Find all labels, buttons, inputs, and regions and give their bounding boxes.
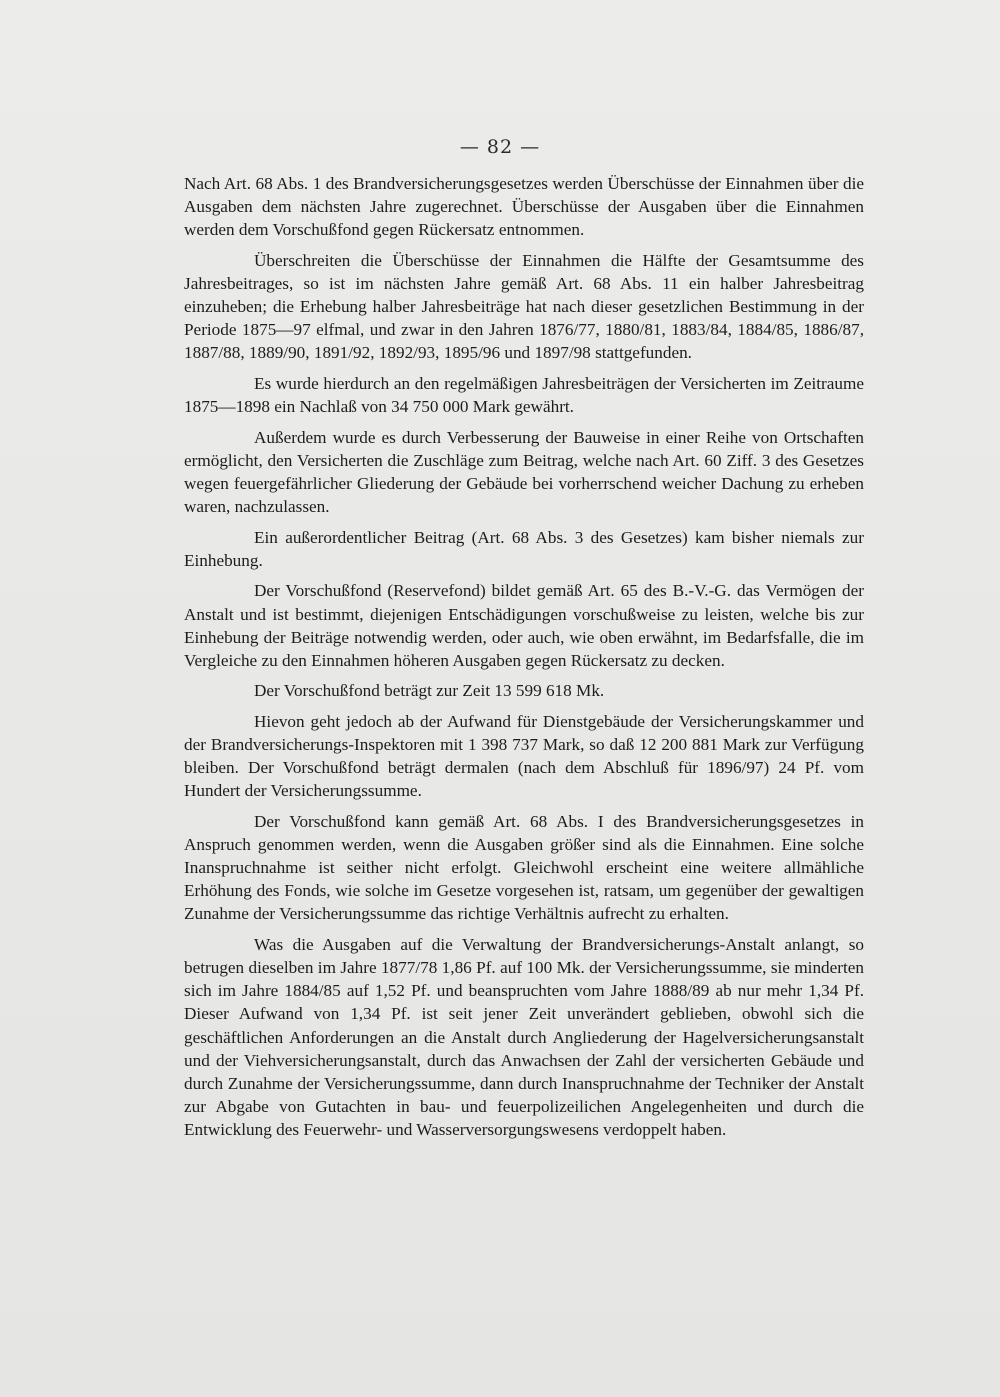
body-text <box>184 172 864 1149</box>
paragraph-7: Der Vorschußfond beträgt zur Zeit 13 599 618 Mk. <box>254 681 605 701</box>
paragraph-3: Es wurde hierdurch an den regelmäßigen Jahresbeiträgen der Versicherten im Zeitraume 1875—1898 ein Nachlaß von 34 750 000 Mark gewährt. <box>184 373 864 417</box>
paragraph-2: Überschreiten die Überschüsse der Einnahmen die Hälfte der Gesamtsumme des Jahresbeitrages, so ist im nächsten Jahre gemäß Art. 68 Abs. 11 ein halber Jahresbeitrag einzuheben; die Erhebung halber Jahresbeiträge hat nach dieser gesetzlichen Bestimmung in der Periode 1875—97 elfmal, und zwar in den Jahren 1876/77, 1880/81, 1883/84, 1884/85, 1886/87, 1887/88, 1889/90, 1891/92, 1892/93, 1895/96 und 1897/98 stattgefunden. <box>184 250 864 363</box>
paragraph-4: Außerdem wurde es durch Verbesserung der Bauweise in einer Reihe von Ortschaften ermöglicht, den Versicherten die Zuschläge zum Beitrag, welche nach Art. 60 Ziff. 3 des Gesetzes wegen feuergefährlicher Gliederung der Gebäude bei vorherrschend weicher Dachung zu erheben waren, nachzulassen. <box>184 427 864 516</box>
paragraph-6: Der Vorschußfond (Reservefond) bildet gemäß Art. 65 des B.-V.-G. das Vermögen der Anstalt und ist bestimmt, diejenigen Entschädigungen vorschußweise zu leisten, welche bis zur Einhebung der Beiträge notwendig werden, oder auch, wie oben erwähnt, im Bedarfsfalle, die im Vergleiche zu den Einnahmen höheren Ausgaben gegen Rückersatz zu decken. <box>184 581 864 670</box>
paragraph-1: Nach Art. 68 Abs. 1 des Brandversicherungsgesetzes werden Überschüsse der Einnahmen über die Ausgaben dem nächsten Jahre zugerechnet. Überschüsse der Ausgaben über die Einnahmen werden dem Vorschußfond gegen Rückersatz entnommen. <box>184 174 864 240</box>
paragraph-5: Ein außerordentlicher Beitrag (Art. 68 Abs. 3 des Gesetzes) kam bisher niemals zur Einhebung. <box>184 527 864 570</box>
paragraph-10: Was die Ausgaben auf die Verwaltung der Brandversicherungs-Anstalt anlangt, so betrugen dieselben im Jahre 1877/78 1,86 Pf. auf 100 Mk. der Versicherungssumme, sie minderten sich im Jahre 1884/85 auf 1,52 Pf. und beanspruchten vom Jahre 1888/89 ab nur mehr 1,34 Pf. Dieser Aufwand von 1,34 Pf. ist seit jener Zeit unverändert geblieben, obwohl sich die geschäftlichen Anforderungen an die Anstalt durch Angliederung der Hagelversicherungsanstalt und der Viehversicherungsanstalt, durch das Anwachsen der Zahl der versicherten Gebäude und durch Zunahme der Versicherungssumme, dann durch Inanspruchnahme der Techniker der Anstalt zur Abgabe von Gutachten in bau- und feuerpolizeilichen Angelegenheiten und durch die Entwicklung des Feuerwehr- und Wasserversorgungswesens verdoppelt haben. <box>184 935 864 1139</box>
paragraph-8: Hievon geht jedoch ab der Aufwand für Dienstgebäude der Versicherungskammer und der Brandversicherungs-Inspektoren mit 1 398 737 Mark, so daß 12 200 881 Mark zur Verfügung bleiben. Der Vorschußfond beträgt dermalen (nach dem Abschluß für 1896/97) 24 Pf. vom Hundert der Versicherungssumme. <box>184 712 864 801</box>
page-number: — 82 — <box>459 136 541 158</box>
paragraph-9: Der Vorschußfond kann gemäß Art. 68 Abs. I des Brandversicherungsgesetzes in Anspruch genommen werden, wenn die Ausgaben größer sind als die Einnahmen. Eine solche Inanspruchnahme ist seither nicht erfolgt. Gleichwohl erscheint eine weitere allmähliche Erhöhung des Fonds, wie solche im Gesetze vorgesehen ist, ratsam, um gegenüber der gewaltigen Zunahme der Versicherungssumme das richtige Verhältnis aufrecht zu erhalten. <box>184 812 864 924</box>
